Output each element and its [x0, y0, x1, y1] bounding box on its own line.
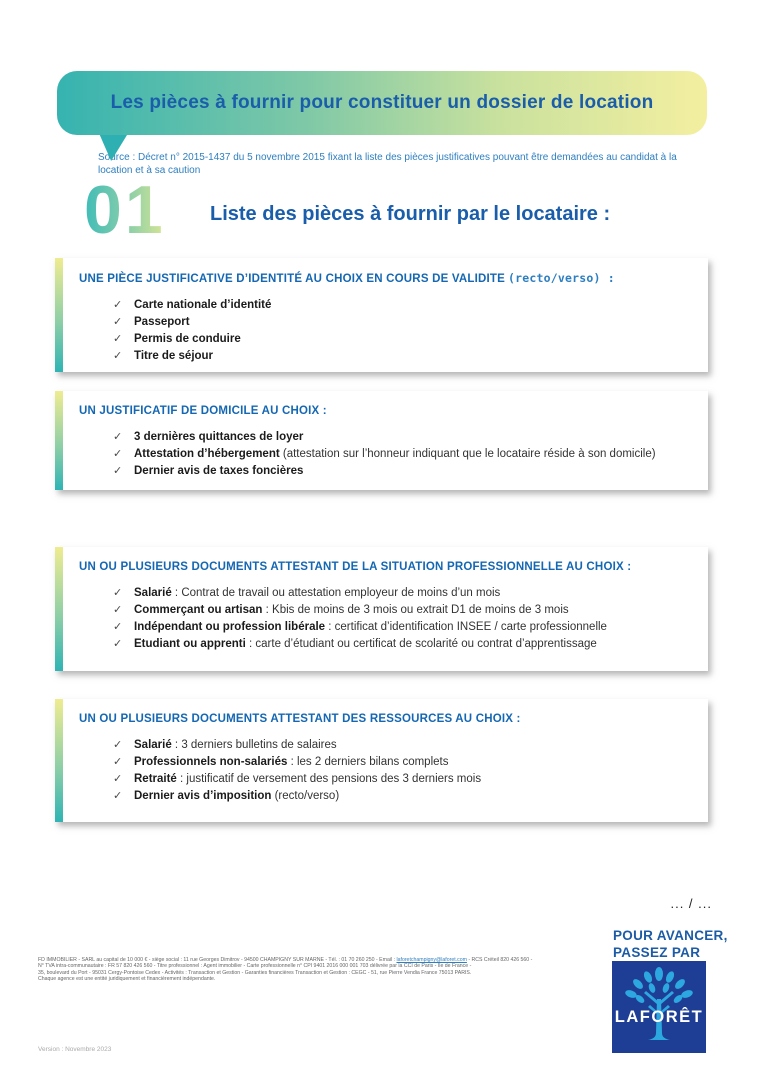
legal-line: Chaque agence est une entité juridiquement et financièrement indépendante. [38, 975, 216, 982]
item-text [134, 331, 241, 348]
card-situation-professionnelle [55, 547, 708, 671]
card-accent-strip [55, 258, 63, 372]
item-bold: Commerçant ou artisan [134, 604, 263, 616]
item-bold: Dernier avis de taxes foncières [134, 465, 304, 477]
tagline-line2: PASSEZ PAR [613, 945, 701, 960]
checklist-item [55, 446, 708, 463]
checkmark-icon: ✓ [113, 448, 123, 460]
card-ressources [55, 699, 708, 822]
checklist-item [55, 619, 708, 636]
card-accent-strip [55, 699, 63, 822]
checklist-item [55, 297, 708, 314]
item-text [134, 771, 481, 788]
checklist-item [55, 771, 708, 788]
card-header-mono: (recto/verso) : [508, 271, 615, 285]
checklist-item [55, 348, 708, 365]
checkmark-icon: ✓ [113, 773, 123, 785]
card-header-text: UN OU PLUSIEURS DOCUMENTS ATTESTANT DES RESSOURCES AU CHOIX : [79, 713, 521, 725]
item-rest: : Kbis de moins de 3 mois ou extrait D1 de moins de 3 mois [262, 604, 569, 616]
version-label: Version : Novembre 2023 [38, 1046, 112, 1053]
item-text [134, 446, 656, 463]
item-bold: Indépendant ou profession libérale [134, 621, 326, 633]
checkmark-icon: ✓ [113, 316, 123, 328]
checkmark-icon: ✓ [113, 756, 123, 768]
card-accent-strip [55, 391, 63, 490]
card-header [55, 391, 708, 419]
item-text [134, 636, 597, 653]
legal-text: FD IMMOBILIER - SARL au capital de 10 000 € - siège social : 11 rue Georges Dimitrov - 94500 CHAMPIGNY SUR MARNE - Tél. : 01 70 260 250 - Email : [38, 957, 397, 963]
checkmark-icon: ✓ [113, 621, 123, 633]
item-bold: Professionnels non-salariés [134, 756, 288, 768]
item-rest: (attestation sur l’honneur indiquant que le locataire réside à son domicile) [279, 448, 656, 460]
item-text [134, 602, 569, 619]
item-bold: Titre de séjour [134, 350, 214, 362]
checklist-item [55, 585, 708, 602]
checklist [55, 297, 708, 365]
item-bold: 3 dernières quittances de loyer [134, 431, 304, 443]
item-text [134, 297, 271, 314]
checkmark-icon: ✓ [113, 299, 123, 311]
card-header-text: UN JUSTIFICATIF DE DOMICILE AU CHOIX : [79, 405, 327, 417]
source-note: Source : Décret n° 2015-1437 du 5 novembre 2015 fixant la liste des pièces justificatives pouvant être demandées au candidat à la location et à sa caution [98, 152, 677, 176]
card-header-text: UN OU PLUSIEURS DOCUMENTS ATTESTANT DE LA SITUATION PROFESSIONNELLE AU CHOIX : [79, 561, 632, 573]
card-header [55, 699, 708, 727]
checkmark-icon: ✓ [113, 465, 123, 477]
item-bold: Salarié [134, 587, 172, 599]
checkmark-icon: ✓ [113, 350, 123, 362]
checklist [55, 737, 708, 805]
item-text [134, 463, 303, 480]
title-banner [57, 71, 707, 135]
step-number: 01 [84, 172, 166, 248]
checklist-item [55, 429, 708, 446]
checklist-item [55, 463, 708, 480]
email-link[interactable]: laforetchampigny@laforet.com [396, 957, 467, 963]
item-text [134, 754, 448, 771]
checklist [55, 429, 708, 480]
item-rest: : les 2 derniers bilans complets [287, 756, 449, 768]
legal-line: N° TVA intra-communautaire : FR 57 820 426 560 - Titre professionnel : Agent immobilier - Carte professionnelle n° CPI 9401 2016 000 001 703 délivrée par la CCI de Paris - Ile de France - [38, 963, 472, 970]
laforet-tree-icon [612, 961, 706, 1053]
legal-notice [38, 957, 598, 982]
item-rest: : Contrat de travail ou attestation employeur de moins d’un mois [171, 587, 501, 599]
item-bold: Passeport [134, 316, 190, 328]
item-text [134, 429, 303, 446]
card-identity [55, 258, 708, 372]
checkmark-icon: ✓ [113, 638, 123, 650]
item-bold: Dernier avis d’imposition [134, 790, 272, 802]
card-header-text: UNE PIÈCE JUSTIFICATIVE D’IDENTITÉ AU CHOIX EN COURS DE VALIDITE [79, 273, 505, 285]
checklist-item [55, 636, 708, 653]
item-bold: Attestation d’hébergement [134, 448, 280, 460]
section-title: Liste des pièces à fournir par le locataire : [210, 203, 611, 225]
legal-line: 35, boulevard du Port - 95031 Cergy-Pontoise Cedex - Activités : Transaction et Gestion - Garanties financières Transaction et Gestion : CEGC - 51, rue Pierre Vendia France 75013 PARIS. [38, 969, 472, 976]
checkmark-icon: ✓ [113, 431, 123, 443]
page-title: Les pièces à fournir pour constituer un dossier de location [110, 92, 654, 113]
checkmark-icon: ✓ [113, 333, 123, 345]
checklist-item [55, 788, 708, 805]
card-header [55, 258, 708, 287]
item-text [134, 788, 339, 805]
brand-tagline [613, 927, 728, 961]
item-bold: Carte nationale d’identité [134, 299, 272, 311]
checkmark-icon: ✓ [113, 790, 123, 802]
checklist [55, 585, 708, 653]
item-text [134, 619, 607, 636]
card-accent-strip [55, 547, 63, 671]
checklist-item [55, 314, 708, 331]
item-text [134, 314, 190, 331]
card-domicile [55, 391, 708, 490]
item-rest: (recto/verso) [271, 790, 340, 802]
checklist-item [55, 754, 708, 771]
item-rest: : justificatif de versement des pensions des 3 derniers mois [176, 773, 482, 785]
checklist-item [55, 737, 708, 754]
laforet-logo [612, 961, 706, 1053]
laforet-logo-text: LAFORÊT [614, 1008, 704, 1026]
item-text [134, 585, 500, 602]
item-rest: : certificat d’identification INSEE / carte professionnelle [325, 621, 607, 633]
item-rest: : 3 derniers bulletins de salaires [171, 739, 337, 751]
checklist-item [55, 602, 708, 619]
checklist-item [55, 331, 708, 348]
item-bold: Retraité [134, 773, 177, 785]
card-header [55, 547, 708, 575]
item-bold: Salarié [134, 739, 172, 751]
legal-text: - RCS Créteil 820 426 560 - [466, 957, 533, 963]
item-bold: Etudiant ou apprenti [134, 638, 246, 650]
checkmark-icon: ✓ [113, 604, 123, 616]
item-rest: : carte d’étudiant ou certificat de scolarité ou contrat d’apprentissage [245, 638, 597, 650]
page-indicator: ... / ... [670, 896, 712, 911]
checkmark-icon: ✓ [113, 739, 123, 751]
item-text [134, 348, 213, 365]
item-text [134, 737, 337, 754]
item-bold: Permis de conduire [134, 333, 241, 345]
checkmark-icon: ✓ [113, 587, 123, 599]
tagline-line1: POUR AVANCER, [613, 928, 728, 943]
